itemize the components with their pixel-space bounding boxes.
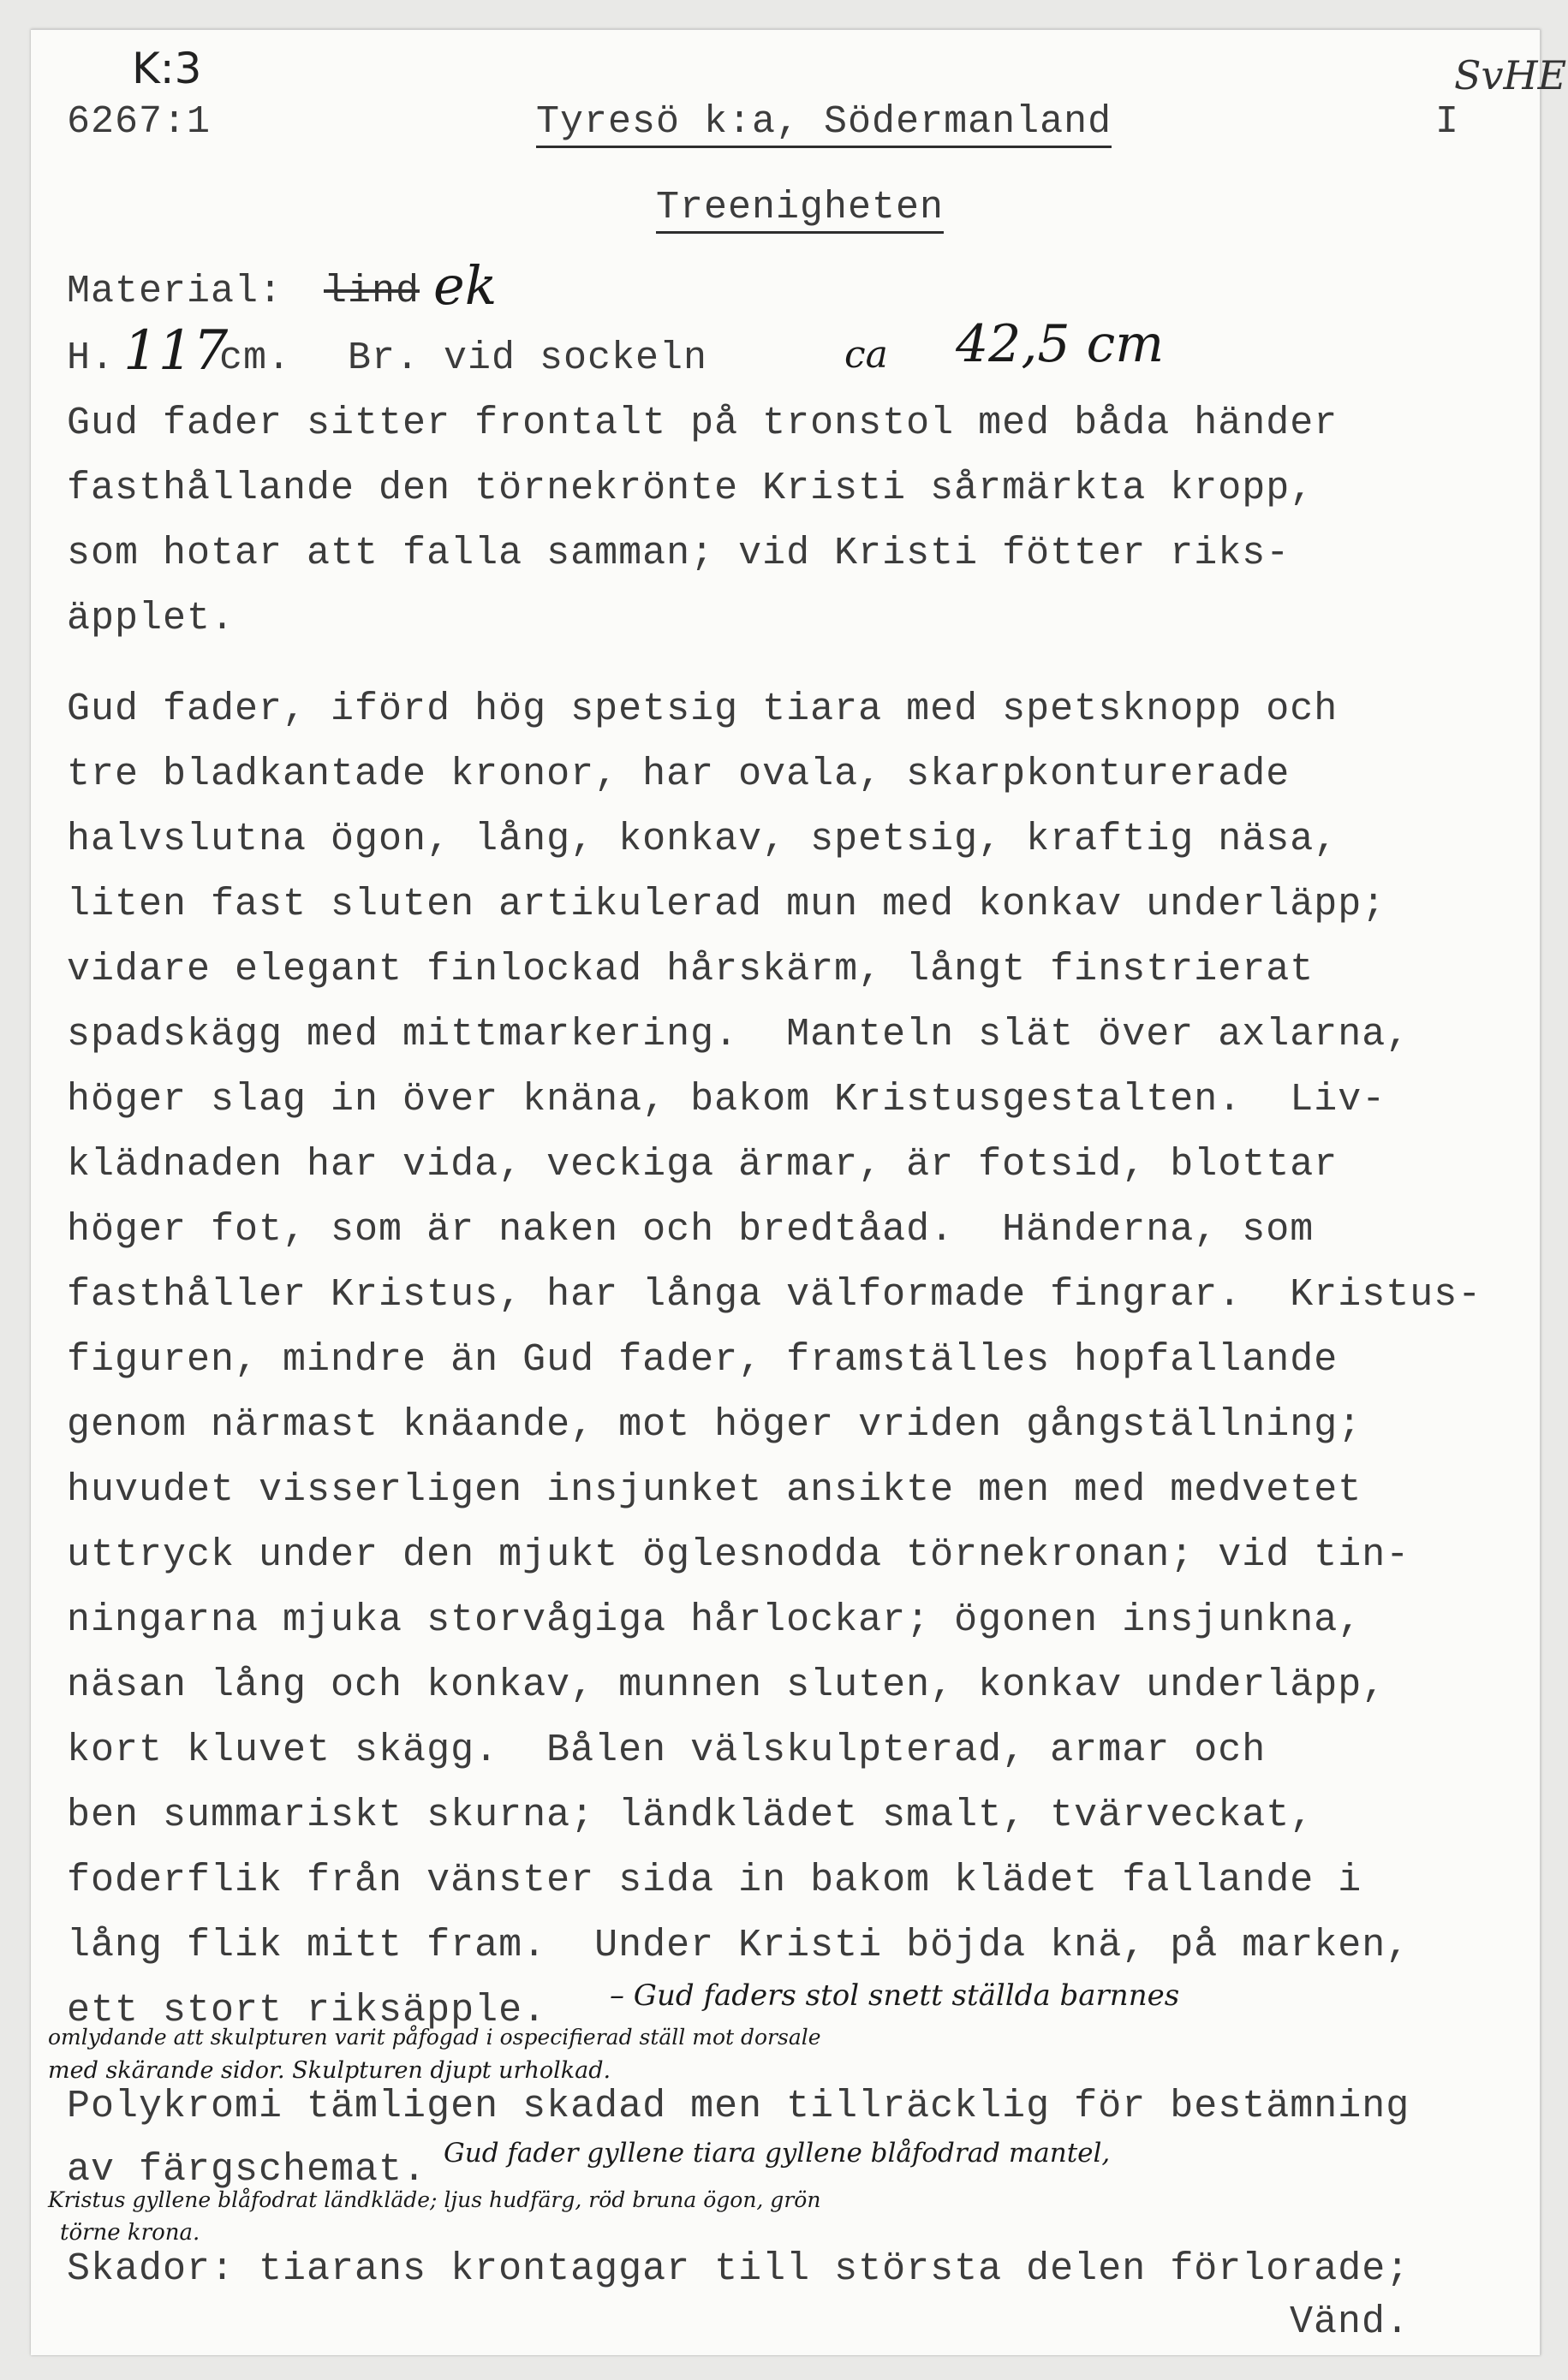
text-line: lång flik mitt fram. Under Kristi böjda knä, på marken,	[67, 1924, 1410, 1967]
text-line: spadskägg med mittmarkering. Manteln slät över axlarna,	[67, 1013, 1410, 1056]
height-value: 117	[123, 319, 229, 383]
polychromy-line-1: Polykromi tämligen skadad men tillräcklig för bestämning	[67, 2085, 1410, 2128]
turn-over-note: Vänd.	[1290, 2300, 1410, 2344]
catalog-number: 6267:1	[67, 100, 212, 144]
height-label: H.	[67, 336, 116, 380]
polychromy-line-2: av färgschemat.	[67, 2148, 427, 2192]
material-handwritten: ek	[433, 254, 498, 317]
location-heading: Tyresö k:a, Södermanland	[536, 100, 1112, 148]
handwritten-note-1-line-1: – Gud faders stol snett ställda barnnes	[610, 1978, 1180, 2013]
text-line: foderflik från vänster sida in bakom klädet fallande i	[67, 1859, 1362, 1902]
text-line: huvudet visserligen insjunket ansikte men med medvetet	[67, 1468, 1362, 1512]
height-unit: cm.	[219, 336, 292, 380]
text-line: uttryck under den mjukt öglesnodda törnekronan; vid tin-	[67, 1533, 1410, 1577]
archive-code: K:3	[132, 44, 202, 93]
width-prefix: ca	[844, 333, 888, 377]
damage-line: Skador: tiarans krontaggar till största delen förlorade;	[67, 2247, 1410, 2291]
text-line: fasthåller Kristus, har långa välformade fingrar. Kristus-	[67, 1273, 1482, 1317]
handwritten-colors-b: Kristus gyllene blåfodrat ländkläde; ljus hudfärg, röd bruna ögon, grön	[48, 2187, 821, 2212]
handwritten-colors-a: Gud fader gyllene tiara gyllene blåfodrad mantel,	[444, 2138, 1111, 2169]
material-struck: lind	[324, 270, 420, 313]
page-mark: I	[1435, 100, 1460, 144]
handwritten-note-1-line-3: med skärande sidor. Skulpturen djupt urholkad.	[48, 2057, 611, 2084]
text-line: Gud fader, iförd hög spetsig tiara med spetsknopp och	[67, 687, 1338, 731]
handwritten-colors-c: törne krona.	[60, 2220, 200, 2246]
text-line: höger fot, som är naken och bredtåad. Händerna, som	[67, 1208, 1315, 1252]
width-value: 42,5 cm	[956, 314, 1165, 374]
object-title: Treenigheten	[656, 186, 944, 234]
text-line: kort kluvet skägg. Bålen välskulpterad, armar och	[67, 1728, 1267, 1772]
corner-note: SvHE	[1454, 52, 1567, 98]
text-line: näsan lång och konkav, munnen sluten, konkav underläpp,	[67, 1663, 1386, 1707]
text-line: tre bladkantade kronor, har ovala, skarpkonturerade	[67, 753, 1291, 796]
text-line: ningarna mjuka storvågiga hårlockar; ögonen insjunkna,	[67, 1598, 1362, 1642]
handwritten-note-1-line-2: omlydande att skulpturen varit påfogad i ospecifierad ställ mot dorsale	[48, 2025, 821, 2050]
text-line: genom närmast knäande, mot höger vriden gångställning;	[67, 1403, 1362, 1447]
width-label: Br. vid sockeln	[348, 336, 708, 380]
text-line: höger slag in över knäna, bakom Kristusgestalten. Liv-	[67, 1078, 1386, 1122]
text-line: klädnaden har vida, veckiga ärmar, är fotsid, blottar	[67, 1143, 1338, 1187]
text-line: ett stort riksäpple.	[67, 1989, 547, 2032]
text-line: liten fast sluten artikulerad mun med konkav underläpp;	[67, 883, 1386, 926]
text-line: halvslutna ögon, lång, konkav, spetsig, kraftig näsa,	[67, 818, 1338, 861]
text-line: figuren, mindre än Gud fader, framställes hopfallande	[67, 1338, 1338, 1382]
material-label: Material:	[67, 270, 283, 313]
text-line: som hotar att falla samman; vid Kristi fötter riks-	[67, 532, 1291, 575]
text-line: vidare elegant finlockad hårskärm, långt finstrierat	[67, 948, 1315, 991]
text-line: ben summariskt skurna; ländklädet smalt, tvärveckat,	[67, 1794, 1315, 1837]
text-line: Gud fader sitter frontalt på tronstol med båda händer	[67, 402, 1338, 445]
text-line: äpplet.	[67, 597, 235, 640]
text-line: fasthållande den törnekrönte Kristi sårmärkta kropp,	[67, 467, 1315, 510]
catalog-card	[31, 29, 1567, 2355]
